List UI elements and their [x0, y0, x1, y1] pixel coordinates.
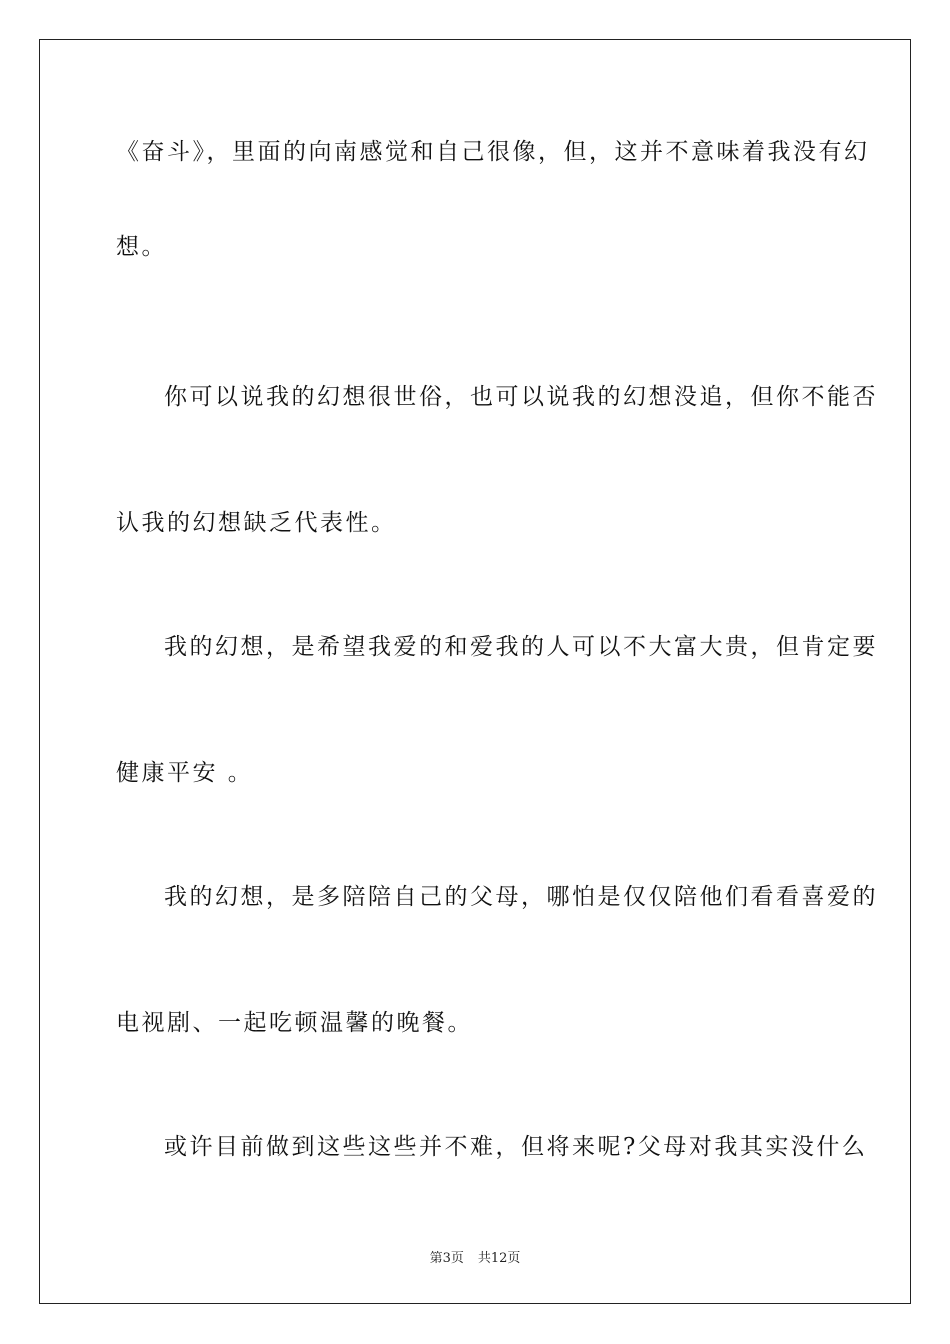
- paragraph-first-line: 你可以说我的幻想很世俗，也可以说我的幻想没追，但你不能否: [164, 384, 878, 410]
- page-border: [39, 39, 911, 1304]
- text-line: 健康平安 。: [116, 760, 254, 786]
- paragraph-first-line: 我的幻想，是多陪陪自己的父母，哪怕是仅仅陪他们看看喜爱的: [164, 884, 878, 910]
- text-line: 电视剧、一起吃顿温馨的晚餐。: [116, 1010, 473, 1036]
- paragraph-first-line: 我的幻想，是希望我爱的和爱我的人可以不大富大贵，但肯定要: [164, 634, 878, 660]
- page-total: 共12页: [477, 1251, 521, 1266]
- text-line: 想。: [116, 234, 167, 260]
- paragraph-first-line: 或许目前做到这些这些并不难，但将来呢?父母对我其实没什么: [164, 1134, 868, 1160]
- page-number: 第3页: [429, 1251, 464, 1266]
- text-line: 认我的幻想缺乏代表性。: [116, 510, 397, 536]
- text-line: 《奋斗》，里面的向南感觉和自己很像，但，这并不意味着我没有幻: [116, 139, 870, 165]
- page-footer: [0, 1247, 950, 1266]
